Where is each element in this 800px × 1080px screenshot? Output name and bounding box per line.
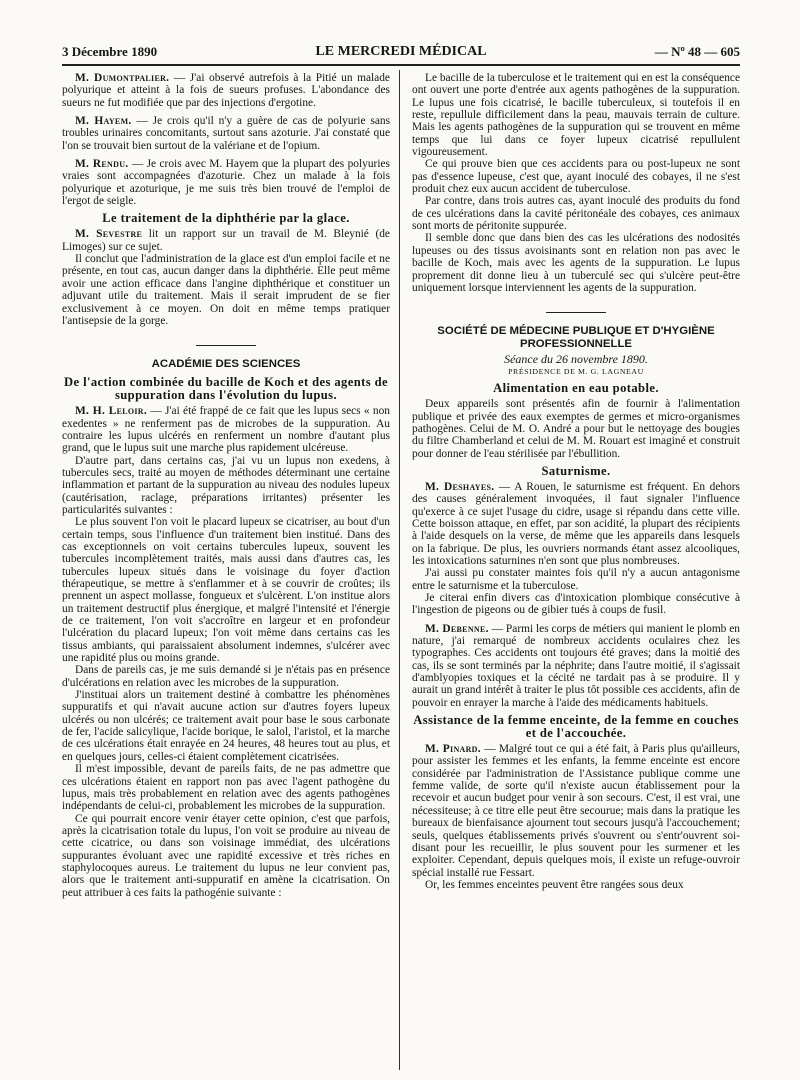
paragraph-text: — J'ai observé autrefois à la Pitié un malade polyurique et atteint à la fois de sueurs profuses. L'abondance des sueurs ne fut modifiée que par des injections d'ergotine. bbox=[62, 72, 390, 109]
speaker-name: M. Sevestre bbox=[75, 228, 143, 241]
paragraph bbox=[412, 623, 740, 709]
paragraph-text: — Malgré tout ce qui a été fait, à Paris plus qu'ailleurs, pour assister les femmes et les enfants, la femme enceinte est encore considérée par l'administration de l'Assistance publique comme une femme valide, de sorte qu'il n'existe aucun établissement pour la recevoir et aucun budget pour venir à son secours. C'est, il est vrai, une nécessiteuse; à ce titre elle peut être secourue; mais dans la pratique les bureaux de bienfaisance ajournent tout secours jusqu'à l'accouchement; seuls, quelques établissements privés s'ouvrent ou s'entr'ouvrent soi-disant pour les recueillir, le plus souvent pour les surmener et les exploiter. Cependant, depuis quelques mois, il existe un refuge-ouvroir spécial installé rue Fessart. bbox=[412, 743, 740, 879]
paragraph: Il m'est impossible, devant de pareils faits, de ne pas admettre que ces ulcérations étaient en rapport non pas avec l'agent pathogène du lupus, mais très probablement en relation avec des agents pathogènes indépendants de celui-ci, probablement les microbes de la suppuration. bbox=[62, 763, 390, 813]
speaker-name: M. Dumontpalier. bbox=[75, 72, 170, 84]
section-heading: Saturnisme. bbox=[541, 463, 611, 478]
paragraph: Ce qui pourrait encore venir étayer cette opinion, c'est que parfois, après la cicatrisation totale du lupus, l'on voit se produire au niveau de cette cicatrice, ou dans son voisinage immédiat, des ulcérations suppurantes évoluant avec une rapidité excessive et très riches en staphylocoques aureus. Le traitement du lupus ne leur convient pas, alors que le traitement anti-suppuratif en amène la cicatrisation. On peut attribuer à ces faits la pathogénie suivante : bbox=[62, 812, 390, 899]
column-divider bbox=[399, 70, 400, 1070]
presidency: PRÉSIDENCE DE M. G. LAGNEAU bbox=[508, 367, 644, 377]
speaker-name: M. H. Leloir. bbox=[75, 405, 148, 418]
paragraph: D'autre part, dans certains cas, j'ai vu un lupus non exedens, à tubercules secs, traité au moyen de méthodes déterminant une certaine inflammation et partant de la suppuration au niveau des nodules lupeux (cautérisation, raclage, préparations irritantes) présenter les particularités suivantes : bbox=[62, 454, 390, 516]
paragraph: J'instituai alors un traitement destiné à combattre les phénomènes suppuratifs et qui n'avait aucune action sur d'autres foyers lupeux ulcérés ou non ulcérés; ce traitement avait pour base le sous carbonate de fer, l'acide salicylique, l'acide borique, le salol, l'aristol, et la marche de ces ulcérations était enrayée en 24 heures, 48 heures tout au plus, et en quelques jours, celles-ci étaient complètement cicatrisées. bbox=[62, 689, 390, 763]
paragraph-text: lit un rapport sur un travail de M. Bleynié (de Limoges) sur ce sujet. bbox=[62, 228, 390, 253]
speaker-name: M. Deshayes. bbox=[425, 480, 495, 493]
paragraph bbox=[62, 405, 390, 454]
page-header bbox=[62, 44, 740, 62]
paragraph bbox=[412, 481, 740, 567]
paragraph: Ce qui prouve bien que ces accidents para ou post-lupeux ne sont pas d'essence lupeuse, c'est que, ayant inoculé des cobayes, il ne s'est produit chez eux aucun accident de tuberculose. bbox=[412, 158, 740, 196]
paragraph-text: — Je crois avec M. Hayem que la plupart des polyuries vraies sont accompagnées d'azoturie. Chez un malade à la fois polyurique et azoturique, je me suis très bien trouvé de l'emploi de l'ergot de seigle. bbox=[62, 158, 390, 208]
paragraph bbox=[62, 72, 390, 109]
header-rule bbox=[62, 64, 740, 66]
paragraph: Il semble donc que dans bien des cas les ulcérations des nodosités lupeuses ou des tissus avoisinants sont en relation non pas avec le bacille de Koch, mais avec les agents de la suppuration. Le lupus proprement dit donne lieu à un tuberculé sec qui s'ulcère peut-être uniquement lorsque interviennent les agents de la suppuration. bbox=[412, 232, 740, 294]
right-column bbox=[412, 72, 740, 891]
paragraph bbox=[62, 158, 390, 207]
paragraph-text: — Je crois qu'il n'y a guère de cas de polyurie sans troubles urinaires concomitants, surtout sans azoturie. J'ai constaté que l'on se trouvait bien surtout de la valériane et de l'opium. bbox=[62, 115, 390, 152]
paragraph bbox=[62, 228, 390, 253]
paragraph: Dans de pareils cas, je me suis demandé si je n'étais pas en présence d'ulcérations en relation avec les microbes de la suppuration. bbox=[62, 664, 390, 689]
section-divider bbox=[546, 312, 606, 313]
paragraph: Or, les femmes enceintes peuvent être rangées sous deux bbox=[425, 878, 684, 891]
paragraph: Le bacille de la tuberculose et le traitement qui en est la conséquence ont ouvert une porte d'entrée aux agents pathogènes de la suppuration. Le lupus une fois cicatrisé, le bacille tuberculeux, si toutefois il en reste, repullule difficilement dans la peau, mauvais terrain de culture. Mais les agents pathogènes de la suppuration qui se trouvent en même temps que lui dans ce foyer lupeux cicatrisé repullulent vigoureusement. bbox=[412, 72, 741, 159]
society-title: ACADÉMIE DES SCIENCES bbox=[151, 358, 301, 371]
paragraph: Deux appareils sont présentés afin de fournir à l'alimentation publique et privée des eaux exemptes de germes et micro-organismes pathogènes. Celui de M. O. André a pour but le nettoyage des bougies du filtre Chamberland et celui de M. M. Rouart est imaginé et construit pour donner de l'eau stérilisée par l'ébullition. bbox=[412, 398, 740, 460]
section-heading: Le traitement de la diphthérie par la glace. bbox=[102, 211, 350, 226]
speaker-name: M. Pinard. bbox=[425, 743, 481, 756]
paragraph bbox=[412, 743, 740, 879]
paragraph: Il conclut que l'administration de la glace est d'un emploi facile et ne présente, en tout cas, aucun danger dans la diphthérie. Elle peut même avoir une action efficace dans l'angine diphthérique et constituer un adjuvant utile du traitement. Mais il serait imprudent de se fier exclusivement à ce moyen. On doit en même temps pratiquer l'antisepsie de la gorge. bbox=[62, 253, 390, 327]
issue-number: — Nº 48 — 605 bbox=[654, 44, 740, 59]
paragraph: Le plus souvent l'on voit le placard lupeux se cicatriser, au bout d'un certain temps, sous l'influence d'un traitement bien institué. Dans des cas exceptionnels on voit certains tubercules lupeux, souvent les tubercules incomplètement traités, mais aussi dans d'autres cas, les tubercules lupeux situés dans le voisinage du foyer d'action thérapeutique, se mettre à s'enflammer et à se couvrir de croûtes; ils prennent un aspect mollasse, fongueux et s'ulcèrent. L'on institue alors un traitement destructif plus énergique, et malgré l'intensité et l'énergie de ce traitement, l'on voit s'accroître en largeur et en profondeur l'ulcération du placard lupeux; l'on voit même dans certains cas les tissus ambiants, qui paraissaient absolument indemnes, s'ulcérer avec une rapidité plus ou moins grande. bbox=[62, 516, 390, 665]
left-column bbox=[62, 72, 390, 899]
speaker-name: M. Rendu. bbox=[75, 158, 129, 171]
paragraph-text: — A Rouen, le saturnisme est fréquent. En dehors des causes généralement invoquées, il faut signaler l'influence qu'exerce à ce sujet l'usage du cidre, usage si répandu dans cette ville. Cette boisson attaque, en effet, par son acidité, la plupart des récipients à l'aide desquels on la verse, de même que les appareils dans lesquels on la fabrique. De plus, les ouvriers normands étant assez alcooliques, les intoxications saturnines n'en sont que plus nombreuses. bbox=[412, 480, 740, 567]
paragraph bbox=[62, 115, 390, 152]
journal-title: LE MERCREDI MÉDICAL bbox=[315, 44, 487, 59]
section-heading: Assistance de la femme enceinte, de la femme en couches et de l'accouchée. bbox=[413, 713, 739, 741]
speaker-name: M. Debenne. bbox=[425, 622, 489, 635]
paragraph: J'ai aussi pu constater maintes fois qu'il n'y a aucun antagonisme entre le saturnisme et la tuberculose. bbox=[412, 567, 740, 592]
section-heading: De l'action combinée du bacille de Koch et des agents de suppuration dans l'évolution du lupus. bbox=[64, 375, 388, 403]
session-date: Séance du 26 novembre 1890. bbox=[504, 352, 648, 367]
section-heading: Alimentation en eau potable. bbox=[493, 381, 659, 396]
paragraph-text: — J'ai été frappé de ce fait que les lupus secs « non exedentes » ne renferment pas de microbes de la suppuration. Au contraire les lupus ulcérés en renferment un nombre d'autant plus grand, que le lupus suit une marche plus rapidement ulcéreuse. bbox=[62, 405, 390, 455]
paragraph: Par contre, dans trois autres cas, ayant inoculé des produits du fond de ces ulcérations dans la cavité péritonéale des cobayes, ces animaux sont morts de péritonite suppurée. bbox=[412, 195, 740, 233]
paragraph-text: — Parmi les corps de métiers qui manient le plomb en nature, j'ai remarqué de nombreux accidents oculaires chez les typographes. Ces accidents ont toujours été graves; dans la moitié des cas, ils se sont terminés par la néphrite; dans l'autre moitié, il s'agissait d'amblyopies toxiques et la cécité ne tardait pas à se produire. Il y aurait un grand intérêt à traiter le plus tôt possible ces accidents, afin de pouvoir en enrayer la marche à l'aide des médicaments habituels. bbox=[412, 622, 741, 709]
society-title: SOCIÉTÉ DE MÉDECINE PUBLIQUE ET D'HYGIÈNE PROFESSIONNELLE bbox=[437, 325, 715, 351]
speaker-name: M. Hayem. bbox=[75, 115, 132, 128]
issue-date: 3 Décembre 1890 bbox=[62, 44, 158, 59]
section-divider bbox=[196, 345, 256, 346]
paragraph: Je citerai enfin divers cas d'intoxication plombique consécutive à l'ingestion de pigeons ou de gibier tués à coups de fusil. bbox=[412, 592, 740, 617]
